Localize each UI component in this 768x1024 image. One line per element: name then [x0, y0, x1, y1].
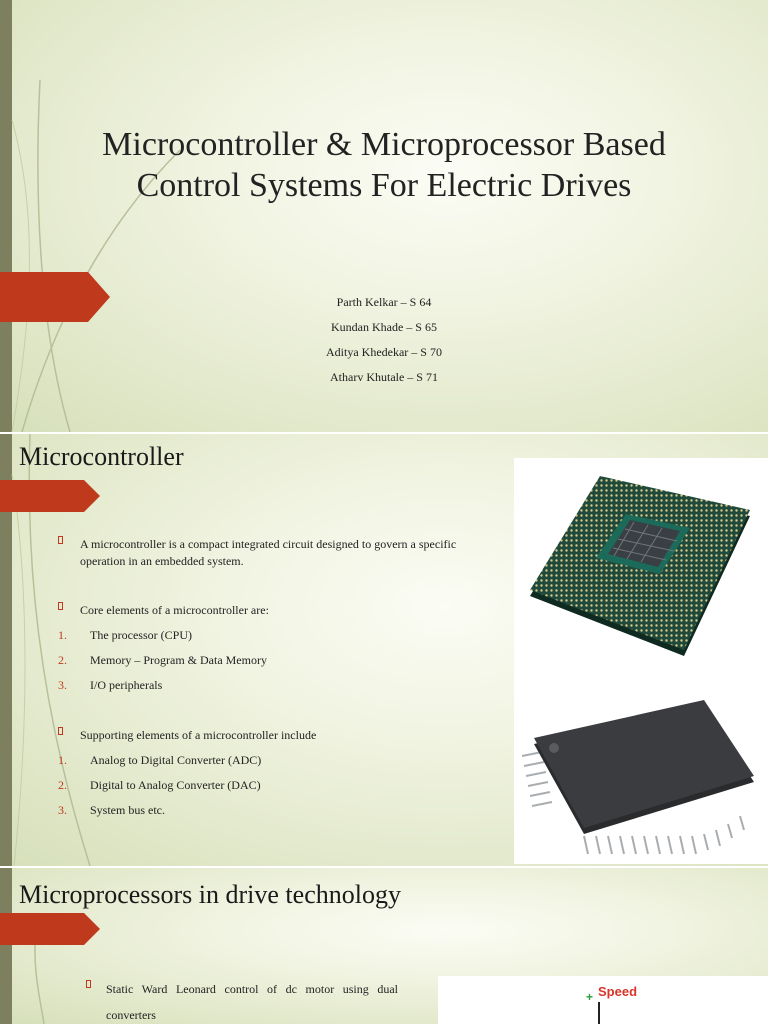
speed-diagram-image: [438, 976, 768, 1024]
title-slide: [0, 0, 768, 432]
microcontroller-chip-icon: [514, 686, 768, 864]
presentation-title: Microcontroller & Microprocessor Based Control Systems For Electric Drives: [102, 126, 666, 204]
slide-heading: Microprocessors in drive technology: [19, 880, 401, 909]
diagram-axis: [598, 1002, 600, 1024]
bullet-item: Core elements of a microcontroller are:: [58, 602, 488, 619]
author-list: [284, 292, 484, 392]
red-arrow-tab: [0, 272, 110, 322]
microcontroller-slide: [0, 434, 768, 866]
bullet-item: Supporting elements of a microcontroller include: [58, 727, 488, 744]
left-accent-bar: [0, 868, 12, 1024]
cpu-chip-icon: [514, 458, 768, 686]
speed-label: Speed: [598, 984, 638, 999]
numbered-item: 2. Memory – Program & Data Memory: [58, 653, 267, 667]
bullet-item: Static Ward Leonard control of dc motor using dual converters: [58, 976, 398, 1024]
left-accent-bar: [0, 0, 12, 432]
qfp-chip-image: [514, 686, 768, 864]
bullet-marker-icon: [58, 602, 63, 610]
numbered-item: 2. Digital to Analog Converter (DAC): [58, 778, 261, 792]
author-line: Atharv Khutale – S 71: [330, 370, 438, 384]
red-arrow-tab: [0, 480, 100, 512]
numbered-item: 1. Analog to Digital Converter (ADC): [58, 753, 262, 767]
numbered-item: 3. I/O peripherals: [58, 678, 163, 692]
author-line: Kundan Khade – S 65: [331, 320, 437, 334]
bullet-marker-icon: [58, 536, 63, 544]
author-line: Parth Kelkar – S 64: [336, 295, 432, 309]
numbered-item: 1. The processor (CPU): [58, 628, 192, 642]
bullet-item: A microcontroller is a compact integrated circuit designed to govern a specific operation in an embedded system.: [58, 536, 488, 570]
microprocessor-slide: [0, 868, 768, 1024]
author-line: Aditya Khedekar – S 70: [326, 345, 442, 359]
numbered-item: 3. System bus etc.: [58, 803, 165, 817]
bullet-marker-icon: [86, 980, 91, 988]
slide-heading: Microcontroller: [19, 442, 184, 471]
cpu-chip-image: [514, 458, 768, 686]
bullet-marker-icon: [58, 727, 63, 735]
red-arrow-tab: [0, 913, 100, 945]
plus-sign: +: [586, 990, 594, 1004]
